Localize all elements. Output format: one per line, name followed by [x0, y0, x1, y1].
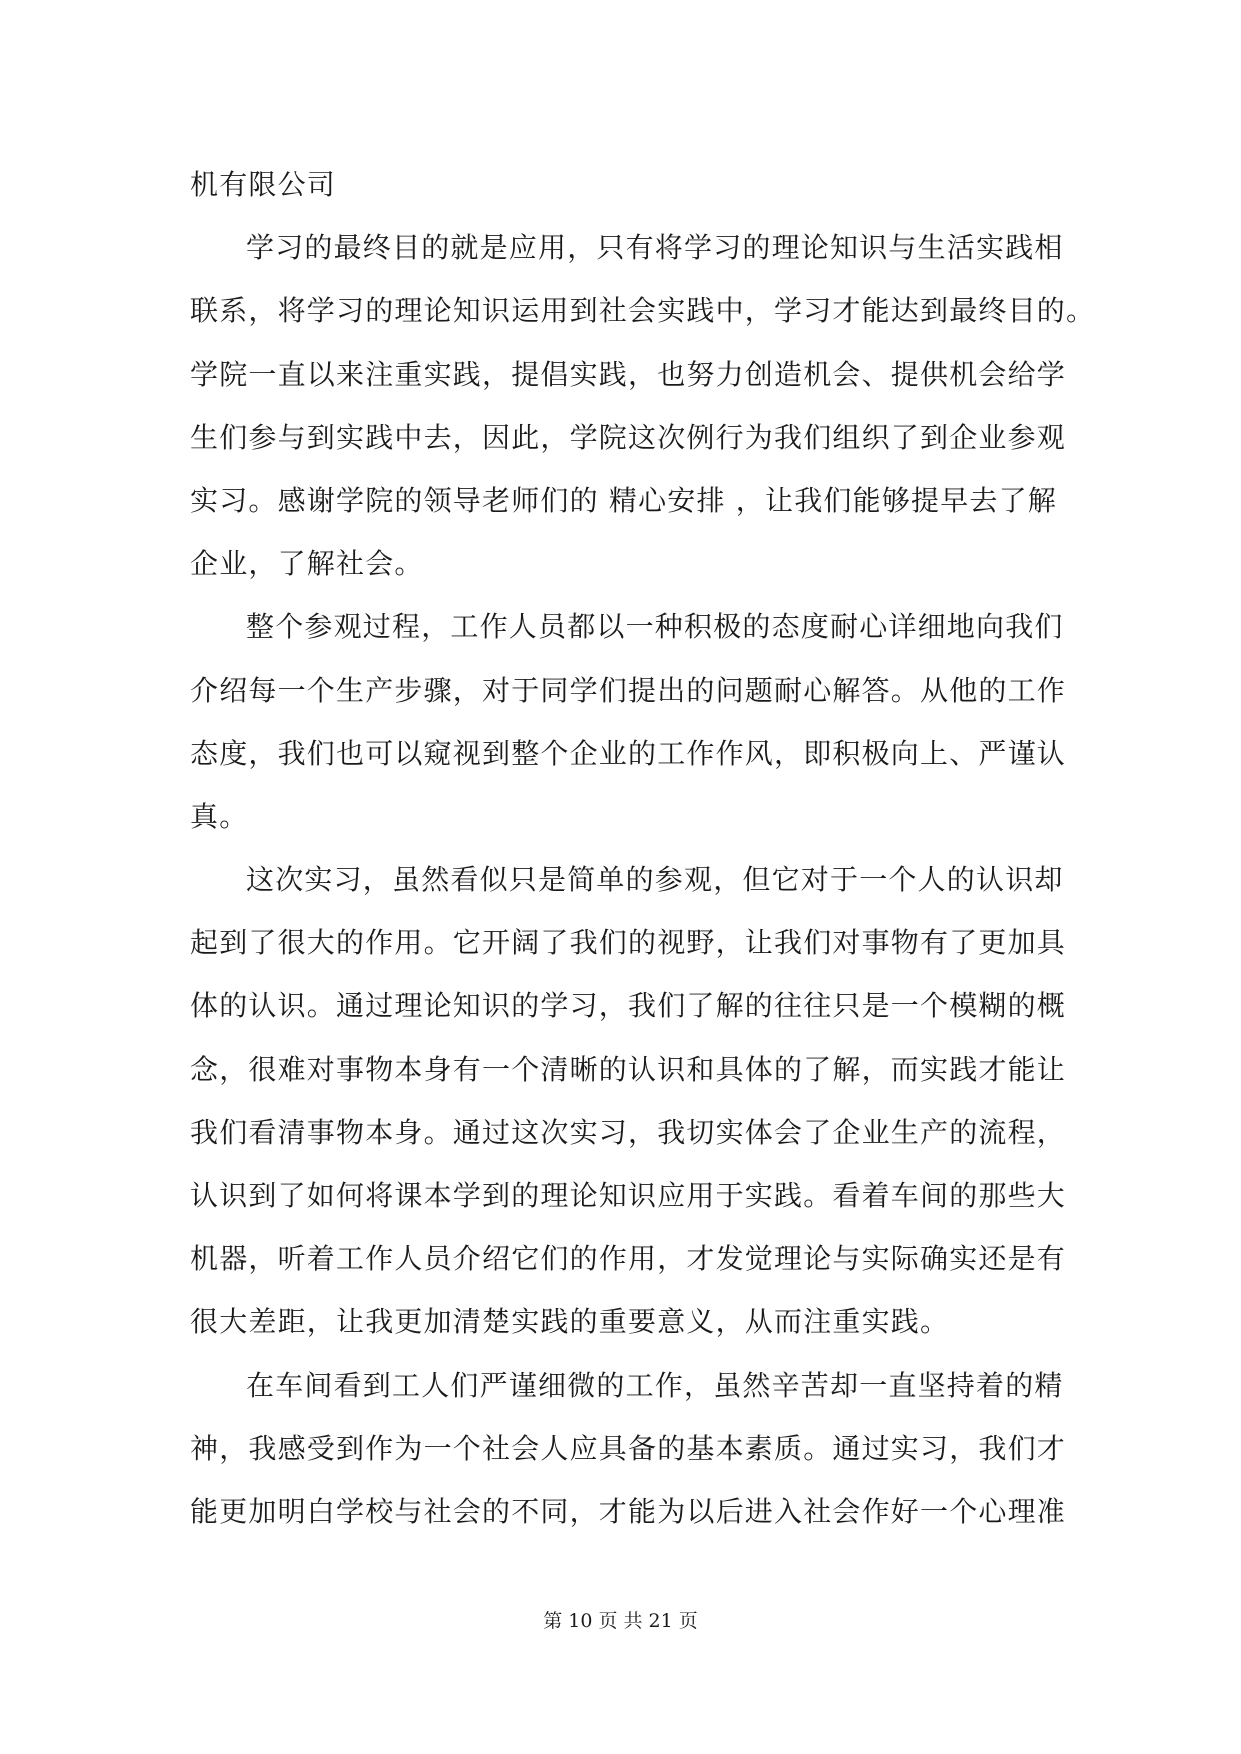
text-line: 很大差距，让我更加清楚实践的重要意义，从而注重实践。	[190, 1305, 950, 1339]
text-line: 体的认识。通过理论知识的学习，我们了解的往往只是一个模糊的概	[190, 989, 1067, 1023]
text-line: 神，我感受到作为一个社会人应具备的基本素质。通过实习，我们才	[190, 1431, 1067, 1465]
paragraph-first-line: 这次实习，虽然看似只是简单的参观，但它对于一个人的认识却	[246, 863, 1064, 897]
document-body	[190, 153, 1096, 1543]
text-line: 念，很难对事物本身有一个清晰的认识和具体的了解，而实践才能让	[190, 1052, 1067, 1086]
text-line: 态度，我们也可以窥视到整个企业的工作作风，即积极向上、严谨认	[190, 736, 1067, 770]
text-line: 生们参与到实践中去，因此，学院这次例行为我们组织了到企业参观	[190, 420, 1067, 454]
text-line: 我们看清事物本身。通过这次实习，我切实体会了企业生产的流程，	[190, 1115, 1067, 1149]
text-line: 真。	[190, 799, 249, 833]
paragraph-first-line: 在车间看到工人们严谨细微的工作，虽然辛苦却一直坚持着的精	[246, 1368, 1064, 1402]
text-line: 企业，了解社会。	[190, 547, 424, 581]
text-line: 机器，听着工作人员介绍它们的作用，才发觉理论与实际确实还是有	[190, 1242, 1067, 1276]
text-line: 介绍每一个生产步骤，对于同学们提出的问题耐心解答。从他的工作	[190, 673, 1067, 707]
paragraph-first-line: 整个参观过程，工作人员都以一种积极的态度耐心详细地向我们	[246, 610, 1064, 644]
text-line: 能更加明白学校与社会的不同，才能为以后进入社会作好一个心理准	[190, 1494, 1067, 1528]
text-line: 联系，将学习的理论知识运用到社会实践中，学习才能达到最终目的。	[190, 294, 1096, 328]
text-line: 实习。感谢学院的领导老师们的 精心安排 ，让我们能够提早去了解	[190, 483, 1058, 517]
text-line: 起到了很大的作用。它开阔了我们的视野，让我们对事物有了更加具	[190, 926, 1067, 960]
paragraph-first-line: 学习的最终目的就是应用，只有将学习的理论知识与生活实践相	[246, 231, 1064, 265]
text-line: 机有限公司	[190, 168, 337, 201]
text-line: 认识到了如何将课本学到的理论知识应用于实践。看着车间的那些大	[190, 1179, 1067, 1212]
text-line: 学院一直以来注重实践，提倡实践，也努力创造机会、提供机会给学	[190, 357, 1067, 391]
page-number-footer: 第 10 页 共 21 页	[543, 1610, 698, 1632]
